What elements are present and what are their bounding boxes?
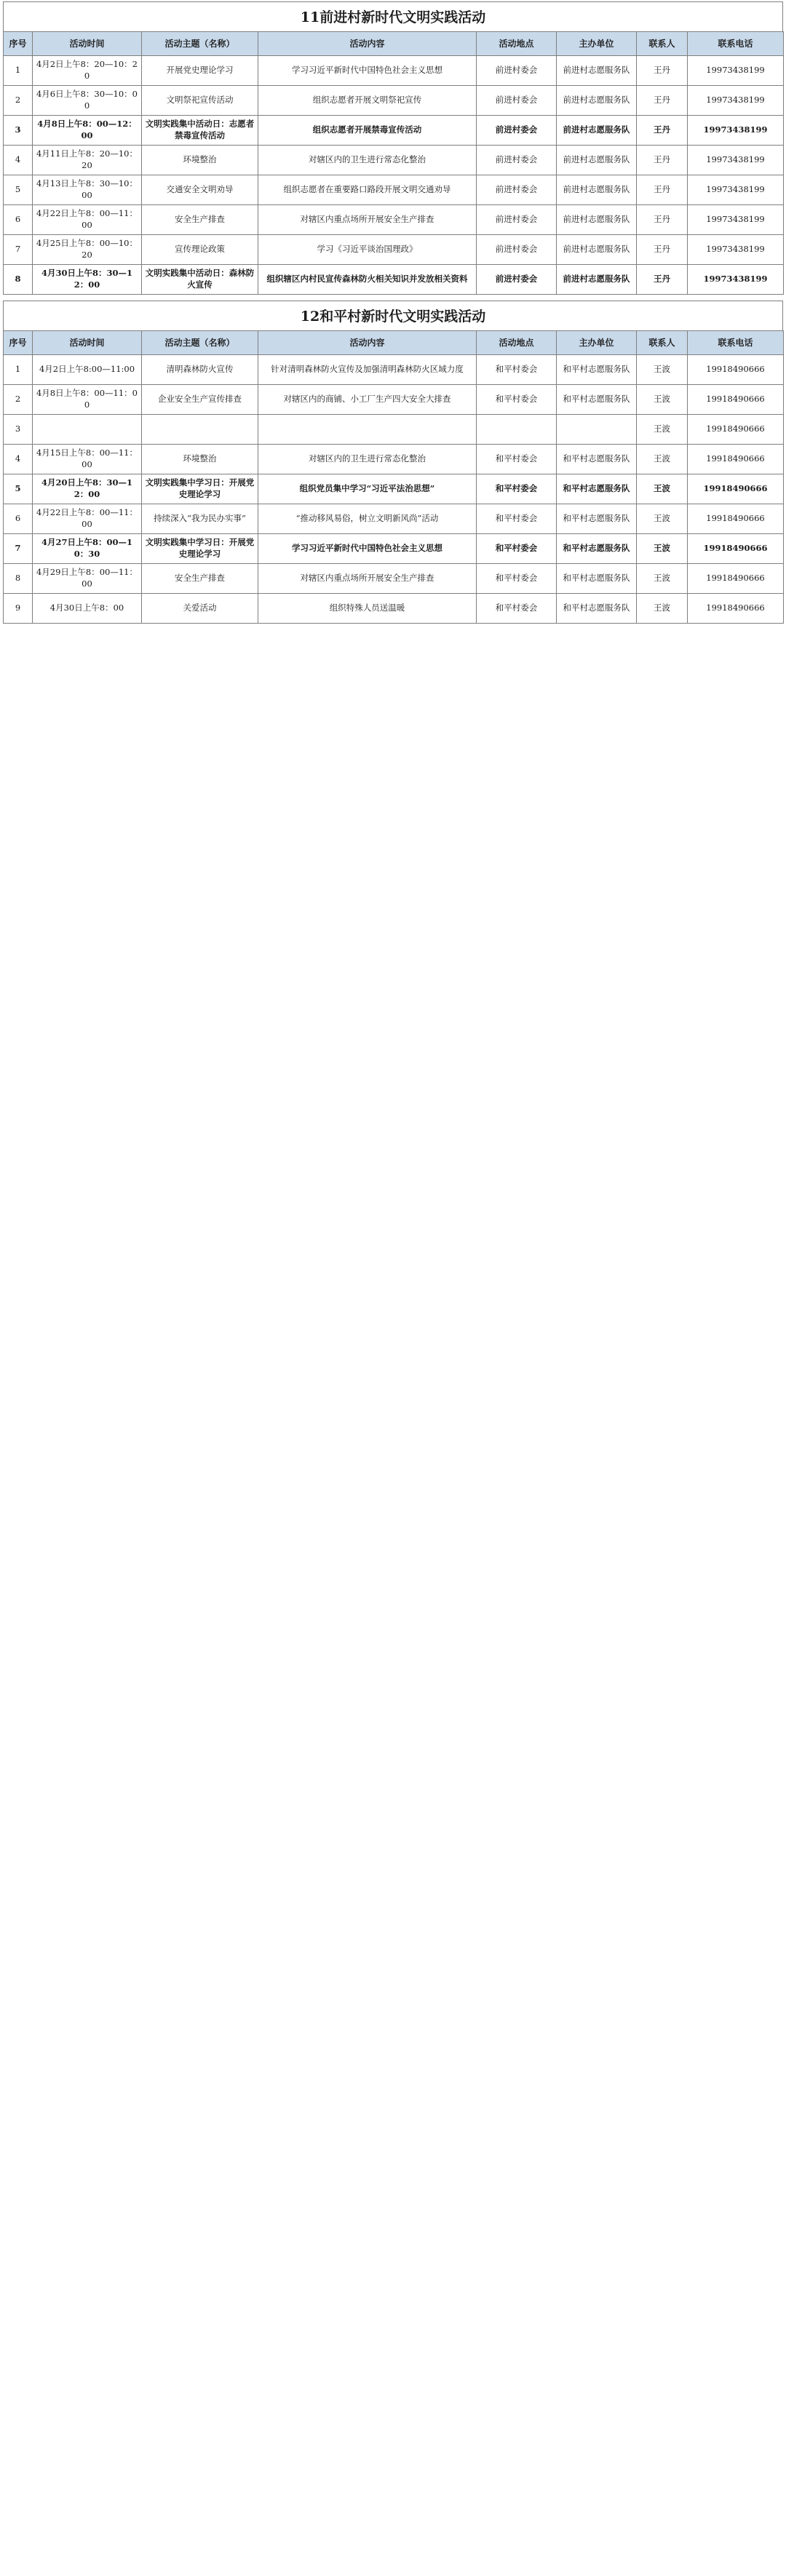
cell-content: 组织党员集中学习“习近平法治思想” — [258, 474, 477, 504]
cell-content: 对辖区内的卫生进行常态化整治 — [258, 445, 477, 474]
cell-person: 王丹 — [637, 116, 688, 146]
cell-content: 学习习近平新时代中国特色社会主义思想 — [258, 56, 477, 86]
cell-no: 5 — [4, 474, 33, 504]
cell-place: 和平村委会 — [477, 474, 557, 504]
cell-no: 3 — [4, 116, 33, 146]
cell-theme: 关爱活动 — [142, 594, 258, 624]
cell-person: 王波 — [637, 415, 688, 445]
cell-place: 和平村委会 — [477, 564, 557, 594]
cell-content: 组织志愿者开展文明祭祀宣传 — [258, 86, 477, 116]
cell-theme: 交通安全文明劝导 — [142, 175, 258, 205]
cell-no: 1 — [4, 56, 33, 86]
table-row — [4, 205, 784, 235]
cell-time: 4月30日上午8：30—12：00 — [33, 265, 142, 295]
cell-no: 8 — [4, 265, 33, 295]
cell-time: 4月2日上午8：20—10：20 — [33, 56, 142, 86]
table-row — [4, 504, 784, 534]
column-header-phone: 联系电话 — [688, 32, 784, 56]
column-header-theme: 活动主题（名称） — [142, 32, 258, 56]
cell-org: 前进村志愿服务队 — [557, 146, 637, 175]
cell-theme: 文明实践集中学习日：开展党史理论学习 — [142, 534, 258, 564]
cell-time: 4月13日上午8：30—10：00 — [33, 175, 142, 205]
activity-table — [3, 330, 784, 624]
cell-place: 和平村委会 — [477, 355, 557, 385]
cell-org: 和平村志愿服务队 — [557, 564, 637, 594]
cell-time: 4月25日上午8：00—10：20 — [33, 235, 142, 265]
cell-theme: 安全生产排查 — [142, 205, 258, 235]
cell-phone: 19918490666 — [688, 355, 784, 385]
cell-theme: 文明祭祀宣传活动 — [142, 86, 258, 116]
cell-phone: 19918490666 — [688, 564, 784, 594]
cell-no: 2 — [4, 86, 33, 116]
cell-no: 9 — [4, 594, 33, 624]
cell-content: 对辖区内重点场所开展安全生产排查 — [258, 564, 477, 594]
cell-phone: 19973438199 — [688, 235, 784, 265]
cell-time — [33, 415, 142, 445]
cell-no: 6 — [4, 205, 33, 235]
cell-person: 王丹 — [637, 86, 688, 116]
cell-place — [477, 415, 557, 445]
cell-phone: 19973438199 — [688, 86, 784, 116]
table-row — [4, 564, 784, 594]
cell-no: 7 — [4, 235, 33, 265]
cell-content: 组织志愿者在重要路口路段开展文明交通劝导 — [258, 175, 477, 205]
cell-time: 4月15日上午8：00—11：00 — [33, 445, 142, 474]
activity-section — [3, 1, 783, 295]
activity-schedule-page — [0, 0, 786, 631]
table-row — [4, 594, 784, 624]
column-header-org: 主办单位 — [557, 32, 637, 56]
column-header-phone: 联系电话 — [688, 331, 784, 355]
cell-time: 4月20日上午8：30—12：00 — [33, 474, 142, 504]
cell-time: 4月22日上午8：00—11：00 — [33, 504, 142, 534]
cell-org: 前进村志愿服务队 — [557, 235, 637, 265]
cell-place: 前进村委会 — [477, 86, 557, 116]
cell-org: 和平村志愿服务队 — [557, 474, 637, 504]
cell-time: 4月6日上午8：30—10：00 — [33, 86, 142, 116]
cell-theme: 宣传理论政策 — [142, 235, 258, 265]
cell-org: 和平村志愿服务队 — [557, 385, 637, 415]
cell-org — [557, 415, 637, 445]
table-row — [4, 415, 784, 445]
cell-person: 王丹 — [637, 56, 688, 86]
cell-time: 4月22日上午8：00—11：00 — [33, 205, 142, 235]
cell-no: 4 — [4, 445, 33, 474]
cell-place: 前进村委会 — [477, 56, 557, 86]
cell-place: 前进村委会 — [477, 175, 557, 205]
cell-phone: 19918490666 — [688, 504, 784, 534]
cell-phone: 19973438199 — [688, 116, 784, 146]
cell-person: 王波 — [637, 534, 688, 564]
cell-place: 前进村委会 — [477, 235, 557, 265]
cell-phone: 19973438199 — [688, 205, 784, 235]
cell-time: 4月8日上午8：00—12：00 — [33, 116, 142, 146]
cell-phone: 19973438199 — [688, 175, 784, 205]
table-row — [4, 265, 784, 295]
cell-time: 4月11日上午8：20—10：20 — [33, 146, 142, 175]
cell-content: 组织特殊人员送温暖 — [258, 594, 477, 624]
cell-org: 前进村志愿服务队 — [557, 265, 637, 295]
cell-content: 对辖区内的卫生进行常态化整治 — [258, 146, 477, 175]
table-row — [4, 146, 784, 175]
cell-no: 5 — [4, 175, 33, 205]
cell-person: 王波 — [637, 355, 688, 385]
column-header-no: 序号 — [4, 331, 33, 355]
cell-org: 和平村志愿服务队 — [557, 445, 637, 474]
cell-theme: 安全生产排查 — [142, 564, 258, 594]
cell-phone: 19918490666 — [688, 594, 784, 624]
column-header-content: 活动内容 — [258, 32, 477, 56]
cell-place: 和平村委会 — [477, 504, 557, 534]
cell-place: 和平村委会 — [477, 594, 557, 624]
table-header-row — [4, 331, 784, 355]
cell-content: 组织辖区内村民宣传森林防火相关知识并发放相关资料 — [258, 265, 477, 295]
cell-person: 王波 — [637, 385, 688, 415]
cell-theme: 持续深入“我为民办实事” — [142, 504, 258, 534]
cell-org: 和平村志愿服务队 — [557, 504, 637, 534]
cell-phone: 19918490666 — [688, 474, 784, 504]
cell-time: 4月29日上午8：00—11：00 — [33, 564, 142, 594]
cell-org: 和平村志愿服务队 — [557, 355, 637, 385]
table-row — [4, 116, 784, 146]
table-header-row — [4, 32, 784, 56]
table-row — [4, 86, 784, 116]
cell-theme: 环境整治 — [142, 146, 258, 175]
table-row — [4, 385, 784, 415]
column-header-place: 活动地点 — [477, 32, 557, 56]
column-header-no: 序号 — [4, 32, 33, 56]
cell-org: 和平村志愿服务队 — [557, 594, 637, 624]
cell-place: 前进村委会 — [477, 265, 557, 295]
column-header-content: 活动内容 — [258, 331, 477, 355]
activity-table — [3, 31, 784, 295]
table-row — [4, 175, 784, 205]
cell-theme: 清明森林防火宣传 — [142, 355, 258, 385]
cell-phone: 19973438199 — [688, 56, 784, 86]
cell-content: 学习习近平新时代中国特色社会主义思想 — [258, 534, 477, 564]
cell-phone: 19973438199 — [688, 265, 784, 295]
cell-theme: 环境整治 — [142, 445, 258, 474]
cell-place: 和平村委会 — [477, 445, 557, 474]
cell-person: 王丹 — [637, 205, 688, 235]
cell-no: 3 — [4, 415, 33, 445]
cell-person: 王丹 — [637, 175, 688, 205]
cell-theme: 文明实践集中活动日：森林防火宣传 — [142, 265, 258, 295]
column-header-theme: 活动主题（名称） — [142, 331, 258, 355]
cell-phone: 19918490666 — [688, 385, 784, 415]
cell-person: 王波 — [637, 564, 688, 594]
cell-theme: 开展党史理论学习 — [142, 56, 258, 86]
cell-no: 1 — [4, 355, 33, 385]
column-header-time: 活动时间 — [33, 32, 142, 56]
column-header-time: 活动时间 — [33, 331, 142, 355]
cell-content: 针对清明森林防火宣传及加强清明森林防火区域力度 — [258, 355, 477, 385]
cell-content: 组织志愿者开展禁毒宣传活动 — [258, 116, 477, 146]
column-header-person: 联系人 — [637, 331, 688, 355]
activity-section — [3, 301, 783, 624]
cell-person: 王波 — [637, 445, 688, 474]
cell-org: 前进村志愿服务队 — [557, 56, 637, 86]
column-header-place: 活动地点 — [477, 331, 557, 355]
cell-theme: 文明实践集中活动日：志愿者禁毒宣传活动 — [142, 116, 258, 146]
cell-phone: 19918490666 — [688, 445, 784, 474]
cell-no: 8 — [4, 564, 33, 594]
cell-content: “推动移风易俗，树立文明新风尚”活动 — [258, 504, 477, 534]
cell-person: 王波 — [637, 504, 688, 534]
cell-person: 王波 — [637, 474, 688, 504]
cell-theme: 文明实践集中学习日：开展党史理论学习 — [142, 474, 258, 504]
cell-theme — [142, 415, 258, 445]
table-row — [4, 56, 784, 86]
table-row — [4, 355, 784, 385]
table-row — [4, 474, 784, 504]
cell-time: 4月27日上午8：00—10：30 — [33, 534, 142, 564]
table-row — [4, 235, 784, 265]
cell-phone: 19973438199 — [688, 146, 784, 175]
cell-phone: 19918490666 — [688, 534, 784, 564]
cell-no: 7 — [4, 534, 33, 564]
cell-org: 和平村志愿服务队 — [557, 534, 637, 564]
cell-org: 前进村志愿服务队 — [557, 175, 637, 205]
cell-org: 前进村志愿服务队 — [557, 116, 637, 146]
column-header-org: 主办单位 — [557, 331, 637, 355]
cell-place: 前进村委会 — [477, 116, 557, 146]
cell-time: 4月8日上午8：00—11：00 — [33, 385, 142, 415]
cell-no: 2 — [4, 385, 33, 415]
section-title: 11前进村新时代文明实践活动 — [3, 1, 783, 31]
cell-person: 王丹 — [637, 146, 688, 175]
section-title: 12和平村新时代文明实践活动 — [3, 301, 783, 330]
cell-no: 4 — [4, 146, 33, 175]
cell-place: 前进村委会 — [477, 146, 557, 175]
cell-content: 对辖区内的商铺、小工厂生产四大安全大排查 — [258, 385, 477, 415]
cell-content: 对辖区内重点场所开展安全生产排查 — [258, 205, 477, 235]
cell-person: 王波 — [637, 594, 688, 624]
cell-place: 前进村委会 — [477, 205, 557, 235]
cell-content: 学习《习近平谈治国理政》 — [258, 235, 477, 265]
cell-place: 和平村委会 — [477, 385, 557, 415]
table-row — [4, 445, 784, 474]
cell-time: 4月2日上午8:00—11:00 — [33, 355, 142, 385]
column-header-person: 联系人 — [637, 32, 688, 56]
cell-phone: 19918490666 — [688, 415, 784, 445]
cell-person: 王丹 — [637, 235, 688, 265]
cell-org: 前进村志愿服务队 — [557, 205, 637, 235]
cell-org: 前进村志愿服务队 — [557, 86, 637, 116]
cell-theme: 企业安全生产宣传排查 — [142, 385, 258, 415]
cell-time: 4月30日上午8：00 — [33, 594, 142, 624]
cell-place: 和平村委会 — [477, 534, 557, 564]
cell-content — [258, 415, 477, 445]
table-row — [4, 534, 784, 564]
cell-person: 王丹 — [637, 265, 688, 295]
cell-no: 6 — [4, 504, 33, 534]
